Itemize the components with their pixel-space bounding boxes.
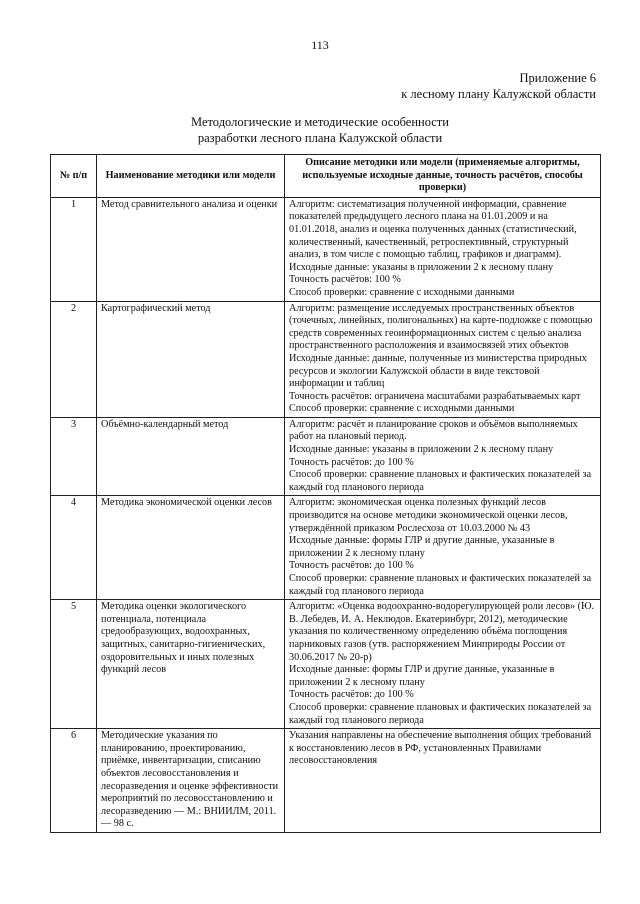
- description-line: Способ проверки: сравнение с исходными данными: [289, 286, 515, 298]
- description-line: Исходные данные: формы ГЛР и другие данные, указанные в приложении 2 к лесному плану: [289, 535, 555, 559]
- description-line: Точность расчётов: 100 %: [289, 274, 401, 286]
- row-number: 3: [51, 417, 97, 496]
- description-line: Алгоритм: «Оценка водоохранно-водорегулирующей роли лесов» (Ю. В. Лебедев, И. А. Неклюдов. Екатеринбург, 2012), методические указания по количественному определению объёма поглощения парниковых газов (утв. распоряжением Минприроды России от 30.06.2017 № 20-р): [289, 601, 595, 663]
- method-description: [285, 197, 601, 301]
- appendix-label: [401, 70, 596, 102]
- row-number: 5: [51, 600, 97, 729]
- description-line: Исходные данные: формы ГЛР и другие данные, указанные в приложении 2 к лесному плану: [289, 664, 555, 688]
- method-name: Объёмно-календарный метод: [97, 417, 285, 496]
- description-line: Указания направлены на обеспечение выполнения общих требований к восстановлению лесов в РФ, установленных Правилами лесовосстановления: [289, 730, 592, 767]
- description-line: Алгоритм: размещение исследуемых пространственных объектов (точечных, линейных, полигональных) на карте-подложке с помощью средств современных геоинформационных систем с целью анализа пространственного расположения и взаимосвязей этих объектов: [289, 302, 593, 352]
- table-header-row: [51, 155, 601, 198]
- method-description: [285, 301, 601, 417]
- description-line: Исходные данные: указаны в приложении 2 к лесному плану: [289, 444, 554, 456]
- method-name: Картографический метод: [97, 301, 285, 417]
- table-row: [51, 496, 601, 600]
- table-row: [51, 197, 601, 301]
- description-line: Способ проверки: сравнение плановых и фактических показателей за каждый год планового периода: [289, 469, 592, 493]
- description-line: Точность расчётов: до 100 %: [289, 560, 414, 572]
- title-line-1: Методологические и методические особенности: [191, 115, 449, 129]
- table-row: [51, 417, 601, 496]
- description-line: Способ проверки: сравнение плановых и фактических показателей за каждый год планового периода: [289, 573, 592, 597]
- method-name: Методика оценки экологического потенциала, потенциала средообразующих, водоохранных, защитных, санитарно-гигиенических, оздоровительных и иных полезных функций лесов: [97, 600, 285, 729]
- method-name: Методические указания по планированию, проектированию, приёмке, инвентаризации, списанию объектов лесовосстановления и лесоразведения и оценке эффективности мероприятий по лесовосстановлению и лесоразведению — М.: ВНИИЛМ, 2011. — 98 с.: [97, 729, 285, 833]
- description-line: Исходные данные: данные, полученные из министерства природных ресурсов и экологии Калужской области в виде текстовой информации и таблиц: [289, 352, 587, 390]
- description-line: Исходные данные: указаны в приложении 2 к лесному плану: [289, 261, 554, 273]
- table-row: [51, 600, 601, 729]
- document-title: [0, 114, 640, 146]
- appendix-line-1: Приложение 6: [519, 71, 596, 85]
- method-description: [285, 496, 601, 600]
- header-desc: Описание методики или модели (применяемые алгоритмы, используемые исходные данные, точность расчётов, способы проверки): [285, 155, 601, 198]
- method-description: [285, 417, 601, 496]
- row-number: 1: [51, 197, 97, 301]
- title-line-2: разработки лесного плана Калужской области: [197, 131, 443, 145]
- description-line: Алгоритм: расчёт и планирование сроков и объёмов выполняемых работ на плановый период.: [289, 418, 578, 443]
- description-line: Точность расчётов: до 100 %: [289, 456, 414, 468]
- table-body: [51, 197, 601, 832]
- header-name: Наименование методики или модели: [97, 155, 285, 198]
- method-name: Метод сравнительного анализа и оценки: [97, 197, 285, 301]
- method-name: Методика экономической оценки лесов: [97, 496, 285, 600]
- description-line: Способ проверки: сравнение с исходными данными: [289, 403, 515, 415]
- row-number: 2: [51, 301, 97, 417]
- description-line: Точность расчётов: до 100 %: [289, 689, 414, 701]
- row-number: 6: [51, 729, 97, 833]
- method-description: [285, 600, 601, 729]
- method-description: [285, 729, 601, 833]
- row-number: 4: [51, 496, 97, 600]
- table-row: [51, 301, 601, 417]
- description-line: Алгоритм: экономическая оценка полезных функций лесов производится на основе методики экономической оценки лесов, утверждённой приказом Рослесхоза от 10.03.2000 № 43: [289, 497, 568, 534]
- description-line: Способ проверки: сравнение плановых и фактических показателей за каждый год планового периода: [289, 701, 592, 726]
- table-row: [51, 729, 601, 833]
- description-line: Алгоритм: систематизация полученной информации, сравнение показателей предыдущего лесного плана на 01.01.2009 и на 01.01.2018, анализ и оценка полученных данных (статистический, количественный, качественный, ретроспективный, структурный анализ, в том числе с помощью таблиц, графиков и диаграмм).: [289, 198, 577, 261]
- page-number: 113: [311, 38, 329, 52]
- description-line: Точность расчётов: ограничена масштабами разрабатываемых карт: [289, 390, 581, 402]
- methods-table: [50, 154, 601, 833]
- header-num: № п/п: [51, 155, 97, 198]
- appendix-line-2: к лесному плану Калужской области: [401, 87, 596, 101]
